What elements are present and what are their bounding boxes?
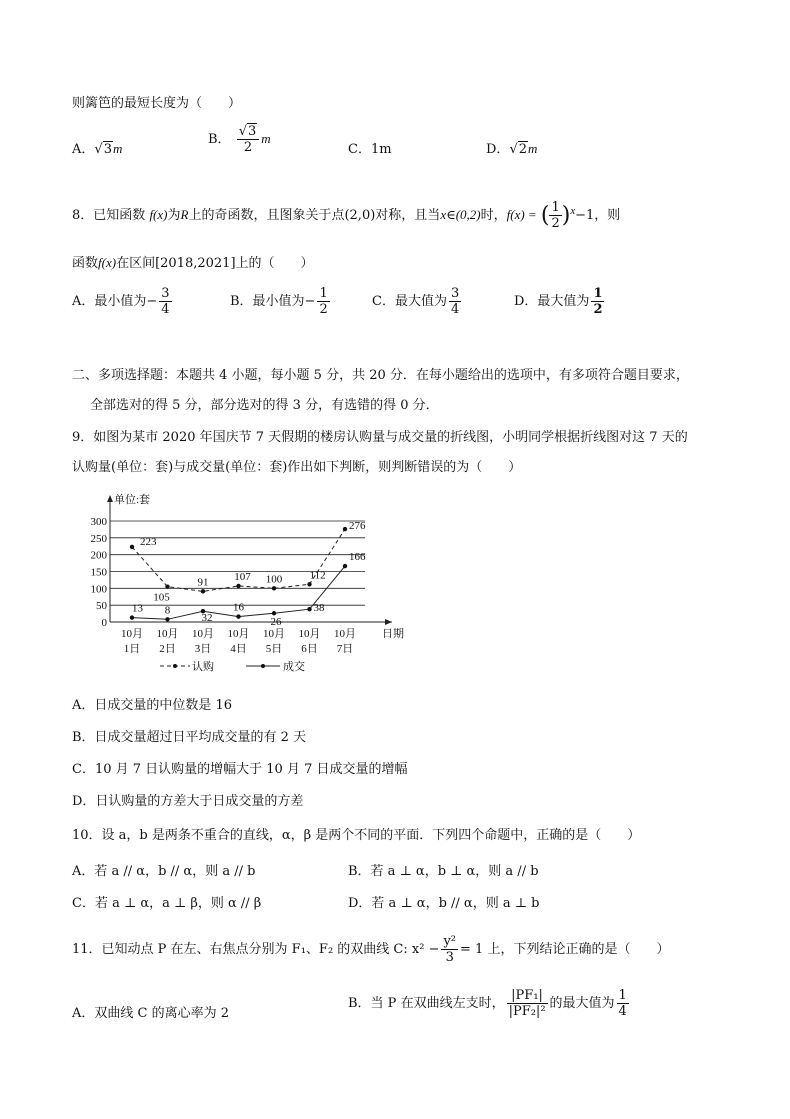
data-label: 26 xyxy=(270,616,282,629)
data-label: 107 xyxy=(234,570,251,583)
legend-marker-subscription xyxy=(173,664,177,668)
q9-line-chart xyxy=(80,488,420,674)
q7-option-b: B． $\frac{√3}{2}$ m xyxy=(208,124,271,155)
y-tick-label: 300 xyxy=(90,516,107,528)
x-tick-label: 10月 xyxy=(192,628,214,640)
y-axis-label: 单位:套 xyxy=(114,494,151,506)
data-point xyxy=(236,614,240,618)
data-point xyxy=(201,589,205,593)
q7-option-c: C．1m xyxy=(348,142,392,157)
x-tick-label: 10月 xyxy=(263,628,285,640)
legend-label-transaction: 成交 xyxy=(283,661,305,673)
q8-option-d: D．最大值为 $\frac{1}{2}$ xyxy=(514,286,603,317)
y-tick-label: 200 xyxy=(90,549,107,562)
data-point xyxy=(130,545,134,549)
data-point xyxy=(236,584,240,588)
q7-option-a: A．√3m xyxy=(72,141,123,157)
data-point xyxy=(272,586,276,590)
q10-option-c: C．若 a ⊥ α，a ⊥ β，则 α // β xyxy=(72,896,262,911)
q11-option-a: A．双曲线 C 的离心率为 2 xyxy=(72,1006,230,1021)
data-point xyxy=(165,584,169,588)
data-label: 112 xyxy=(309,569,326,582)
section2-line1: 二、多项选择题：本题共 4 小题，每小题 5 分，共 20 分．在每小题给出的选项中，有多项符合题目要求， xyxy=(72,368,689,383)
section2-line2: 全部选对的得 5 分，部分选对的得 3 分，有选错的得 0 分． xyxy=(90,398,439,413)
data-label: 276 xyxy=(349,520,366,533)
legend-label-subscription: 认购 xyxy=(192,661,214,673)
data-label: 32 xyxy=(201,612,213,625)
x-tick-label: 4日 xyxy=(230,643,247,655)
q8-option-c: C．最大值为 $\frac{3}{4}$ xyxy=(372,286,460,317)
q10-option-a: A．若 a // α，b // α，则 a // b xyxy=(72,864,256,879)
data-point xyxy=(307,607,311,611)
q9-option-d: D．日认购量的方差大于日成交量的方差 xyxy=(72,794,304,809)
x-tick-label: 7日 xyxy=(336,643,354,655)
y-tick-label: 50 xyxy=(96,600,107,613)
x-tick-label: 10月 xyxy=(334,628,356,640)
data-label: 38 xyxy=(313,602,325,615)
y-axis-arrow xyxy=(107,495,113,502)
q10-stem: 10．设 a，b 是两条不重合的直线，α，β 是两个不同的平面．下列四个命题中，正确的是（ ） xyxy=(72,828,641,843)
q7-option-d: D．√2m xyxy=(486,141,538,157)
q8-option-b: B．最小值为− $\frac{1}{2}$ xyxy=(230,286,328,317)
q11-stem: 11．已知动点 P 在左、右焦点分别为 F₁、F₂ 的双曲线 C: x² − $\frac{\text{y²}}{3}$ = 1 上，下列结论正确的是（ ） xyxy=(72,934,670,965)
x-tick-label: 3日 xyxy=(194,643,212,655)
x-tick-label: 10月 xyxy=(156,628,179,640)
y-tick-label: 250 xyxy=(90,532,107,545)
q9-option-a: A．日成交量的中位数是 16 xyxy=(72,698,233,713)
x-tick-label: 5日 xyxy=(265,643,283,655)
x-tick-label: 10月 xyxy=(121,628,143,640)
data-point xyxy=(343,564,347,568)
q9-option-b: B．日成交量超过日平均成交量的有 2 天 xyxy=(72,730,307,745)
data-point xyxy=(165,617,169,621)
x-tick-label: 2日 xyxy=(159,643,176,655)
data-label: 91 xyxy=(197,576,209,589)
data-label: 223 xyxy=(140,535,157,548)
q9-stem-line1: 9．如图为某市 2020 年国庆节 7 天假期的楼房认购量与成交量的折线图，小明同学根据折线图对这 7 天的 xyxy=(72,430,688,445)
q11-option-b: B．当 P 在双曲线左支时， $\frac{\text{|PF₁|}}{\text{|PF₂|²}}$ 的最大值为 $\frac{1}{4}$ xyxy=(348,988,627,1019)
x-tick-label: 1日 xyxy=(123,643,141,655)
x-axis-arrow xyxy=(385,619,392,625)
q8-option-a: A．最小值为− $\frac{3}{4}$ xyxy=(72,286,170,317)
x-tick-label: 10月 xyxy=(227,628,250,640)
y-tick-label: 100 xyxy=(90,583,107,596)
legend-marker-transaction xyxy=(261,664,265,668)
q9-option-c: C．10 月 7 日认购量的增幅大于 10 月 7 日成交量的增幅 xyxy=(72,762,408,777)
q9-stem-line2: 认购量(单位：套)与成交量(单位：套)作出如下判断，则判断错误的为（ ） xyxy=(72,460,522,475)
q10-option-b: B．若 a ⊥ α，b ⊥ α，则 a // b xyxy=(348,864,539,879)
x-tick-label: 10月 xyxy=(298,628,321,640)
data-label: 100 xyxy=(265,573,283,586)
y-tick-label: 150 xyxy=(90,566,107,579)
data-label: 8 xyxy=(164,604,171,617)
q8-stem-line2: 函数f(x)在区间[2018,2021]上的（ ） xyxy=(72,255,314,271)
data-label: 105 xyxy=(153,591,170,604)
data-label: 16 xyxy=(233,601,244,614)
data-label: 166 xyxy=(349,551,366,564)
x-axis-label: 日期 xyxy=(382,628,404,640)
q10-option-d: D．若 a ⊥ α，b // α，则 a ⊥ b xyxy=(348,896,540,911)
data-point xyxy=(307,582,311,586)
q7-stem: 则篱笆的最短长度为（ ） xyxy=(72,96,242,111)
q8-stem-line1: 8．已知函数 f(x)为R上的奇函数，且图象关于点(2,0)对称，且当x∈(0,2)时，f(x) = ( $\frac{1}{2}$ )$^x$−1，则 xyxy=(72,200,621,231)
data-point xyxy=(272,611,276,615)
y-tick-label: 0 xyxy=(101,617,107,629)
data-point xyxy=(343,527,347,531)
data-label: 13 xyxy=(132,602,143,615)
data-point xyxy=(130,615,134,619)
x-tick-label: 6日 xyxy=(301,643,318,655)
